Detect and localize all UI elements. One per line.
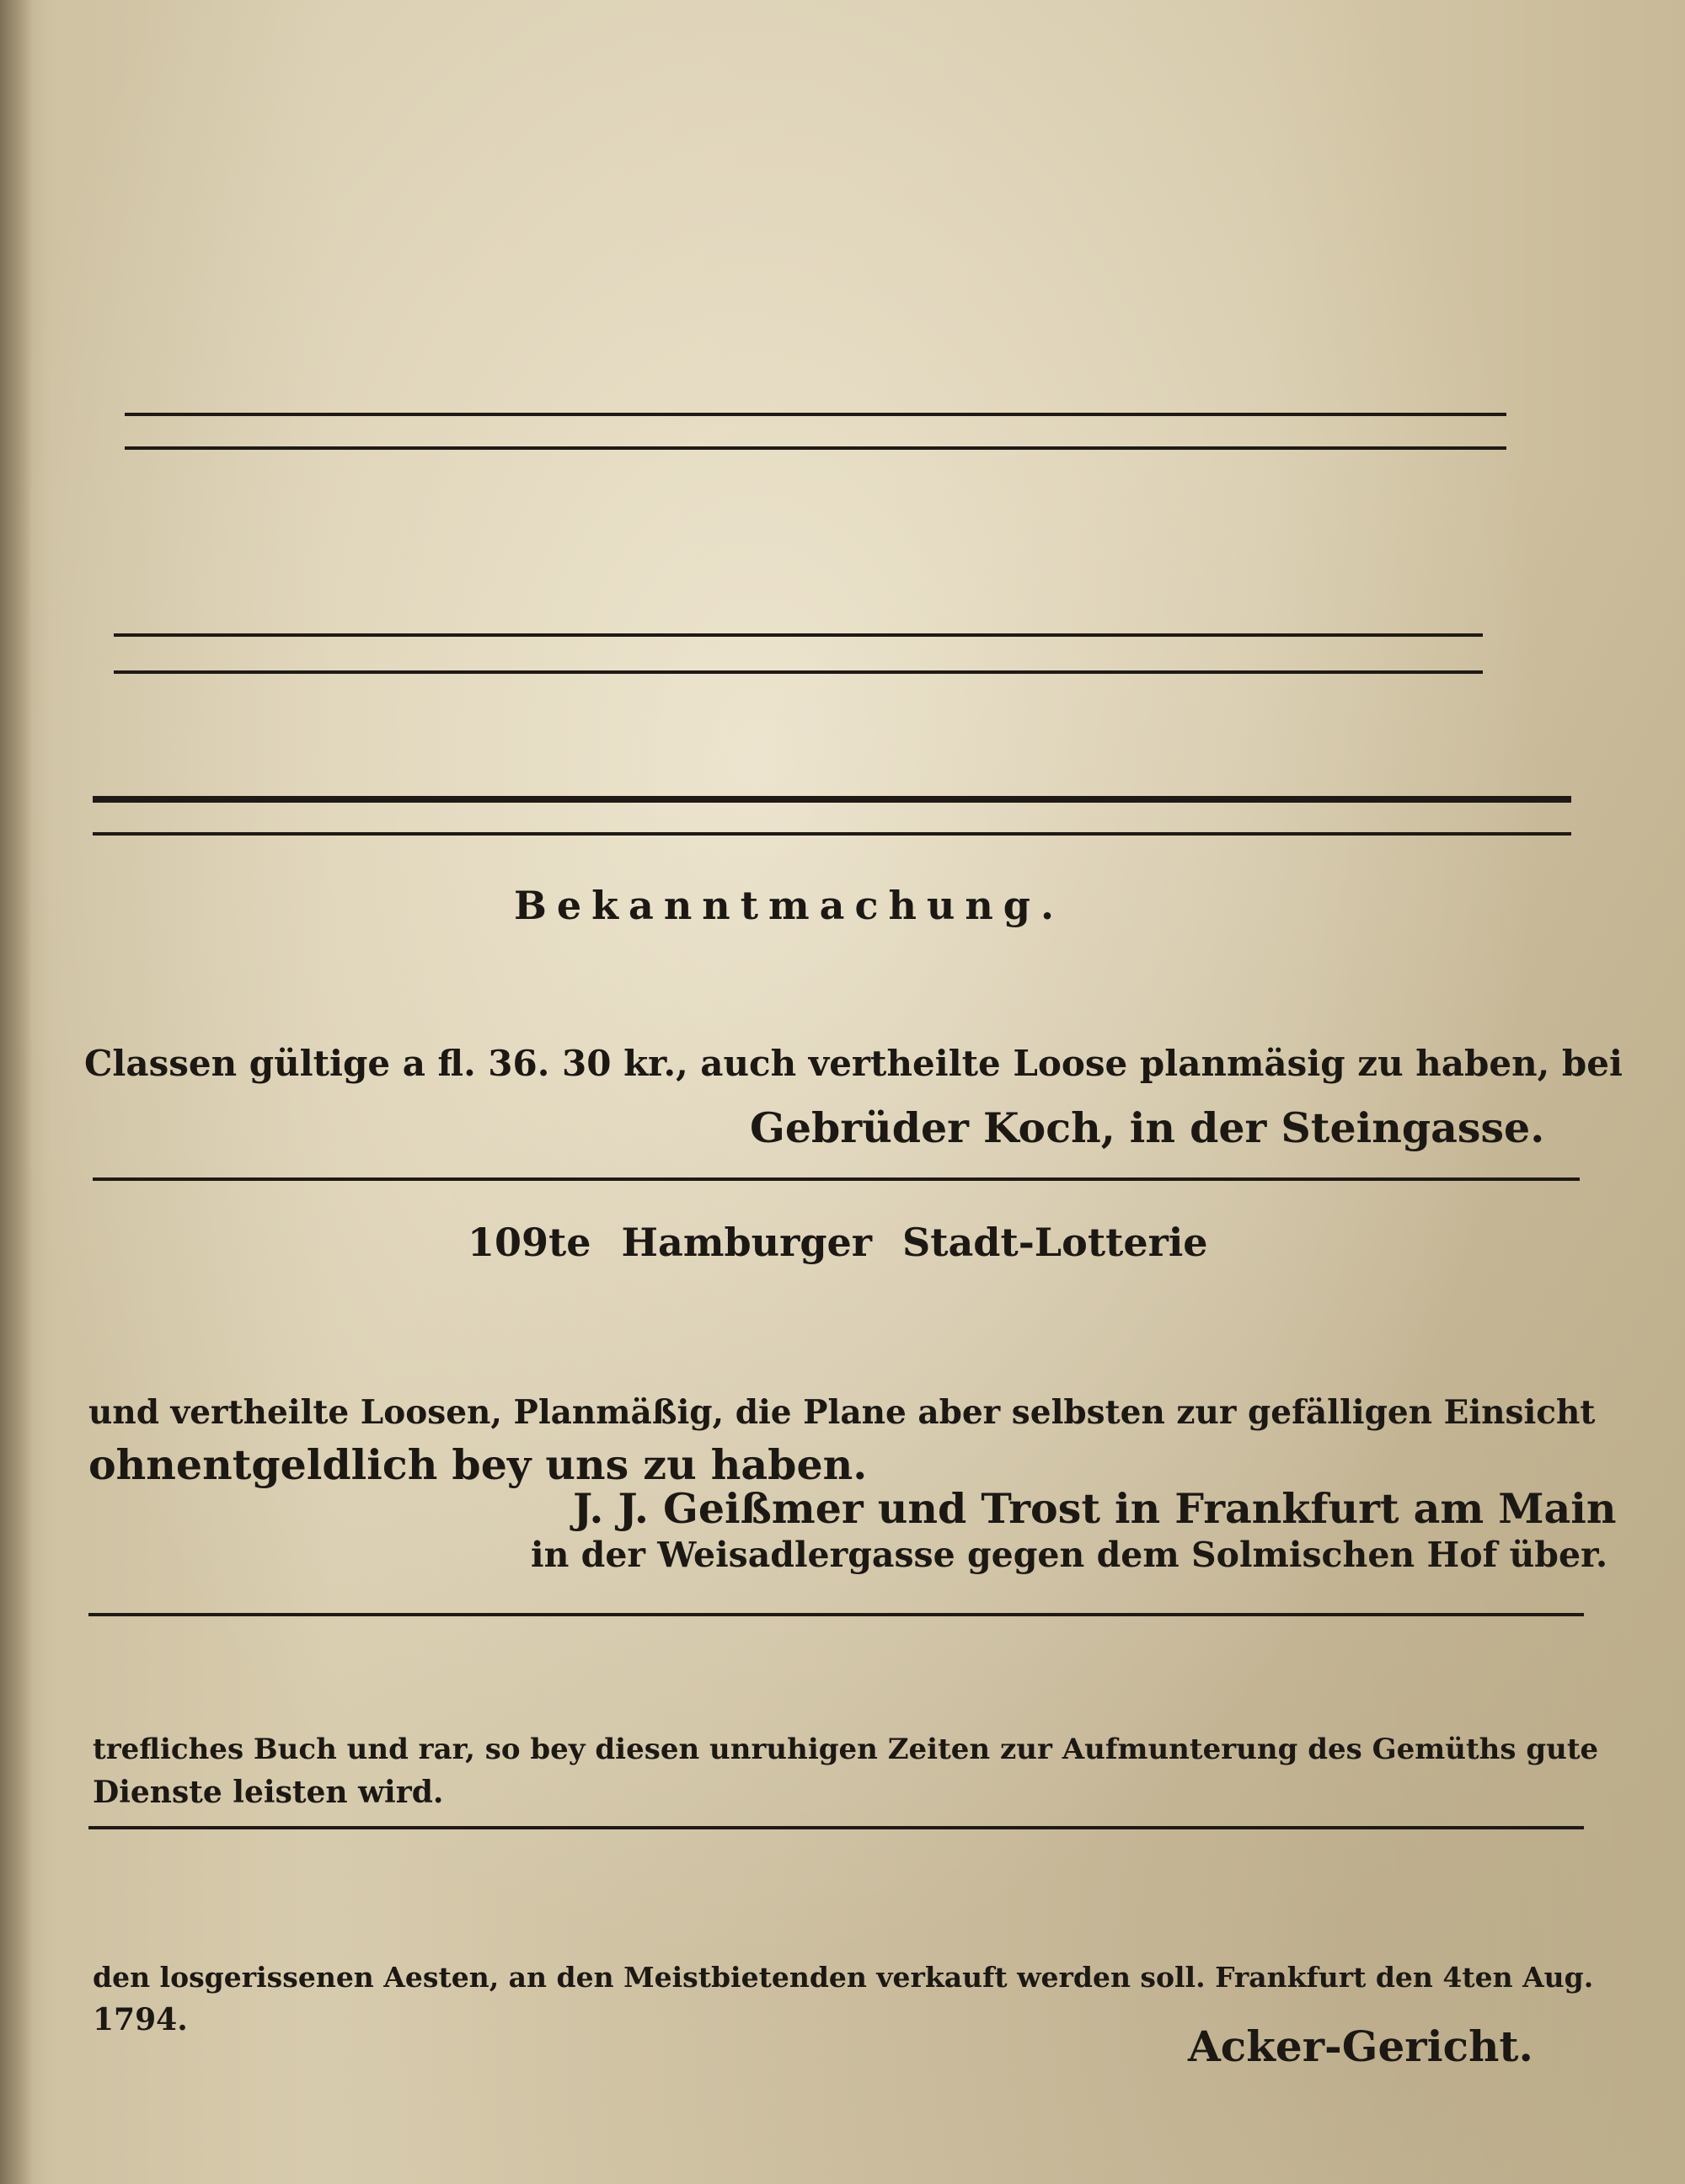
rule-above-privilege: [125, 446, 1506, 450]
notice-4-signature: Acker-Gericht.: [1188, 2021, 1533, 2071]
notice-1-line: Classen gültige a fl. 36. 30 kr., auch vertheilte Loose planmäsig zu haben, bei: [84, 1043, 1623, 1084]
notice-1-line: [84, 994, 1623, 1040]
rule-under-issue-2: [93, 832, 1571, 836]
notice-3-line: [93, 1642, 1598, 1685]
notice-3-line: trefliches Buch und rar, so bey diesen unruhigen Zeiten zur Aufmunterung des Gemüths gute: [93, 1733, 1599, 1766]
notice-4-line: [93, 1870, 1593, 1913]
notice-2-signature-line1: J. J. Geißmer und Trost in Frankfurt am Main: [573, 1484, 1617, 1533]
rule-under-issue: [93, 796, 1571, 803]
notice-1-signature: Gebrüder Koch, in der Steingasse.: [750, 1103, 1545, 1152]
binding-gutter: [0, 0, 32, 2184]
notice-2-line: [88, 1282, 1595, 1334]
notice-3-line: Dienste leisten wird.: [93, 1775, 444, 1810]
notice-2-signature-line2: in der Weisadlergasse gegen dem Solmischen Hof über.: [531, 1535, 1608, 1575]
notice-2-line: und vertheilte Loosen, Planmäßig, die Plane aber selbsten zur gefälligen Einsicht: [88, 1393, 1596, 1432]
notice-2-line: ohnentgeldlich bey uns zu haben.: [88, 1440, 868, 1489]
notice-3-line: [93, 1685, 1598, 1728]
rule-after-notice-2: [88, 1613, 1584, 1616]
rule-after-notice-1: [93, 1177, 1580, 1181]
rule-above-issue: [114, 633, 1483, 637]
notice-4-line: den losgerissenen Aesten, an den Meistbietenden verkauft werden soll. Frankfurt den 4ten Aug.: [93, 1961, 1594, 1994]
rule-above-issue-2: [114, 670, 1483, 674]
rule-under-subtitle: [125, 413, 1506, 416]
notice-1-body: [84, 948, 1623, 1087]
notice-4-body: [93, 1870, 1593, 2042]
notice-4-line: [93, 1913, 1593, 1956]
notice-1-line: [84, 948, 1623, 994]
notice-2-body: [88, 1282, 1595, 1491]
notice-2-title: 109te Hamburger Stadt-Lotterie: [468, 1220, 1208, 1265]
notice-2-line: [88, 1334, 1595, 1386]
notice-4-line: 1794.: [93, 2002, 188, 2037]
notice-3-body: [93, 1642, 1598, 1814]
rule-after-notice-3: [88, 1826, 1584, 1829]
notice-1-title: Bekanntmachung.: [514, 883, 1064, 928]
